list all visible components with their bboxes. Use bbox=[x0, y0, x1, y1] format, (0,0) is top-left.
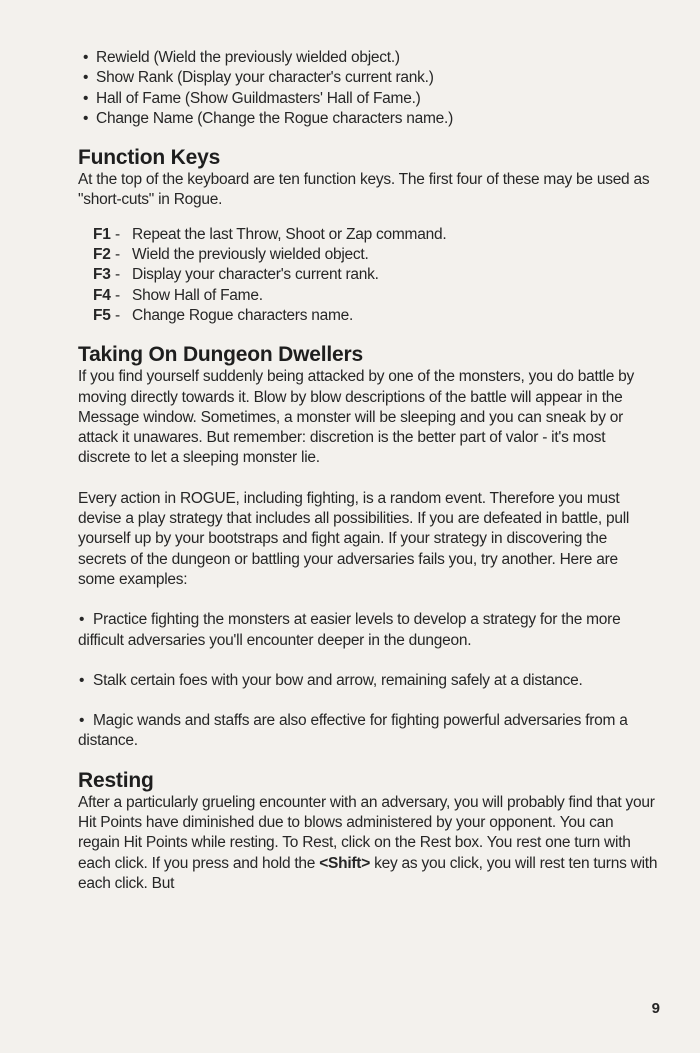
example-item bbox=[78, 610, 658, 651]
function-key-row bbox=[93, 265, 658, 285]
function-key-list bbox=[93, 225, 658, 326]
key-dash: - bbox=[115, 246, 120, 264]
list-item: • Show Rank (Display your character's current rank.) bbox=[78, 68, 658, 88]
key-dash: - bbox=[115, 266, 120, 284]
bullet-dot: • bbox=[79, 712, 85, 730]
list-item: • Rewield (Wield the previously wielded object.) bbox=[78, 48, 658, 68]
function-keys-intro: At the top of the keyboard are ten function keys. The first four of these may be used as "short-cuts" in Rogue. bbox=[78, 171, 650, 209]
key-label: F5 bbox=[93, 306, 111, 324]
key-label: F4 bbox=[93, 286, 111, 304]
key-dash: - bbox=[115, 286, 120, 304]
key-label: F1 bbox=[93, 225, 111, 243]
bullet-dot: • bbox=[79, 611, 85, 629]
key-description: Wield the previously wielded object. bbox=[132, 246, 369, 264]
example-item bbox=[78, 711, 658, 752]
example-text: Stalk certain foes with your bow and arrow, remaining safely at a distance. bbox=[93, 671, 583, 689]
example-text: Practice fighting the monsters at easier levels to develop a strategy for the more difficult adversaries you'll encounter deeper in the dungeon. bbox=[78, 611, 621, 649]
page-content bbox=[78, 48, 658, 894]
dungeon-paragraph: Every action in ROGUE, including fighting, is a random event. Therefore you must devise a play strategy that includes all possibilities. If you are defeated in battle, pull yourself up by your bootstraps and fight again. If your strategy in discovering the secrets of the dungeon or battling your adversaries fails you, try another. Here are some examples: bbox=[78, 489, 630, 588]
bullet-dot: • bbox=[79, 671, 85, 689]
key-description: Display your character's current rank. bbox=[132, 266, 379, 284]
function-key-row bbox=[93, 225, 658, 245]
list-item: • Hall of Fame (Show Guildmasters' Hall of Fame.) bbox=[78, 89, 658, 109]
function-key-row bbox=[93, 245, 658, 265]
list-item: • Change Name (Change the Rogue characters name.) bbox=[78, 109, 658, 129]
key-description: Show Hall of Fame. bbox=[132, 286, 263, 304]
dungeon-paragraph: If you find yourself suddenly being attacked by one of the monsters, you do battle by moving directly towards it. Blow by blow descriptions of the battle will appear in the Message window. Sometimes, a monster will be sleeping and you can sneak by or attack it unawares. But remember: discretion is the better part of valor - it's most discrete to let a sleeping monster lie. bbox=[78, 368, 635, 467]
key-label: F3 bbox=[93, 266, 111, 284]
resting-text: After a particularly grueling encounter with an adversary, you will probably find that your Hit Points have diminished due to blows administered by your opponent. You can regain Hit Points while resting. To Rest, click on the Rest box. You rest one turn with each click. If you press and hold the bbox=[78, 793, 655, 872]
key-dash: - bbox=[115, 225, 120, 243]
command-list bbox=[78, 48, 658, 129]
resting-heading: Resting bbox=[78, 768, 154, 792]
key-dash: - bbox=[115, 306, 120, 324]
example-item bbox=[78, 671, 658, 691]
key-description: Repeat the last Throw, Shoot or Zap command. bbox=[132, 225, 447, 243]
key-label: F2 bbox=[93, 246, 111, 264]
dungeon-dwellers-heading: Taking On Dungeon Dwellers bbox=[78, 343, 363, 367]
function-keys-heading: Function Keys bbox=[78, 146, 221, 170]
example-text: Magic wands and staffs are also effective for fighting powerful adversaries from a distance. bbox=[78, 712, 628, 750]
function-key-row bbox=[93, 306, 658, 326]
key-description: Change Rogue characters name. bbox=[132, 306, 354, 324]
page-number: 9 bbox=[651, 1000, 660, 1017]
shift-key-label: <Shift> bbox=[319, 854, 371, 872]
function-key-row bbox=[93, 286, 658, 306]
resting-paragraph bbox=[78, 793, 658, 894]
resting-text: key as you click, you will rest ten turns with each click. But bbox=[78, 854, 658, 892]
